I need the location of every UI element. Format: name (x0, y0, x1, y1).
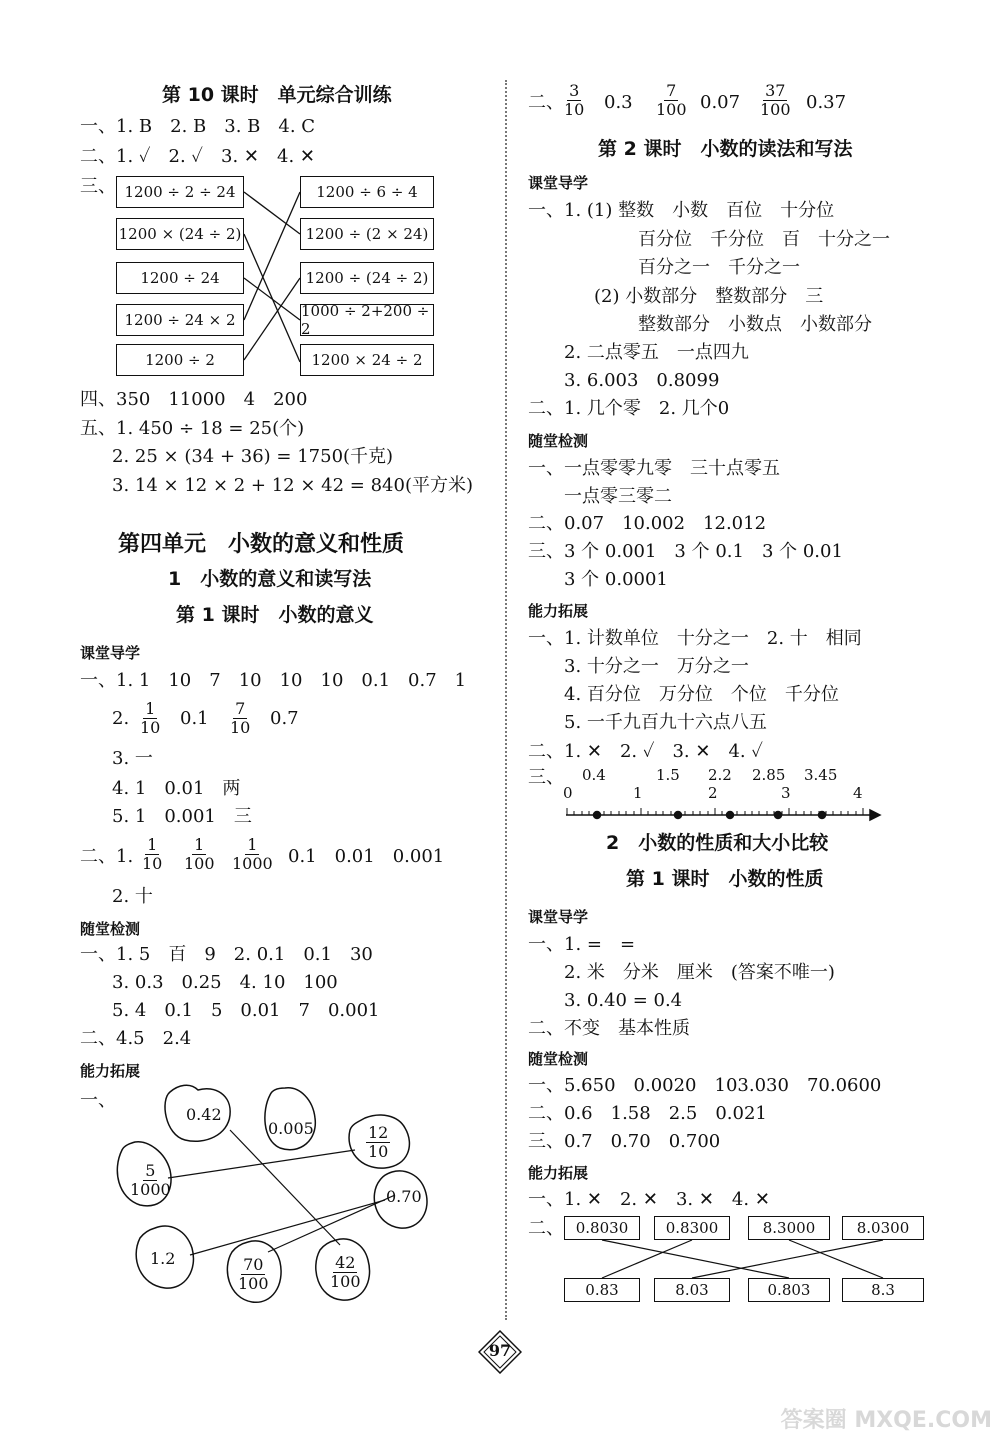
l1-2-label: 2. (112, 708, 130, 729)
section-nengli: 能力拓展 (528, 602, 589, 620)
p6: 二、0.6 1.58 2.5 0.021 (528, 1103, 767, 1124)
bubble-0-70: 0.70 (386, 1187, 422, 1206)
section-ketang: 课堂导学 (528, 174, 589, 192)
watermark: 答案圈 MXQE.COM (780, 1408, 992, 1433)
r-top-val: 0.07 (700, 92, 741, 113)
sub2-title: 2 小数的性质和大小比较 (606, 832, 829, 854)
match-bottom-box: 8.03 (654, 1278, 730, 1302)
match-left-box: 1200 ÷ 24 (116, 262, 244, 294)
k5: 整数部分 小数点 小数部分 (638, 314, 872, 335)
lesson10-title: 第 10 课时 单元综合训练 (162, 84, 392, 106)
nl-top-label: 0.4 (582, 766, 606, 784)
p8: 一、1. ✕ 2. ✕ 3. ✕ 4. ✕ (528, 1189, 770, 1210)
match-left-box: 1200 × (24 ÷ 2) (116, 218, 244, 250)
match-right-box: 1000 ÷ 2+200 ÷ 2 (300, 304, 434, 336)
bubble-42-100: $\frac{42}{100}$ (330, 1253, 361, 1291)
bubble-5-1000: $\frac{5}{1000}$ (130, 1161, 171, 1199)
s2: 一点零三零二 (564, 486, 672, 507)
nl-tick-label: 4 (853, 784, 863, 802)
match-bottom-box: 0.803 (748, 1278, 830, 1302)
unit4-title: 第四单元 小数的意义和性质 (118, 532, 405, 557)
l1-2-end: 0.7 (270, 708, 299, 729)
l1-1: 一、1. 1 10 7 10 10 10 0.1 0.7 1 (80, 670, 467, 691)
s5: 3 个 0.0001 (564, 569, 668, 590)
n6-label: 三、 (528, 767, 564, 788)
lesson-prop-title: 第 1 课时 小数的性质 (626, 868, 824, 890)
k3: 百分之一 千分之一 (638, 257, 800, 278)
section-ketang2: 课堂导学 (528, 908, 589, 926)
p2: 2. 米 分米 厘米 (答案不唯一) (564, 962, 835, 983)
match-top-box: 0.8030 (564, 1216, 640, 1240)
s4: 三、3 个 0.001 3 个 0.1 3 个 0.01 (528, 541, 843, 562)
q5-3: 3. 14 × 12 × 2 + 12 × 42 = 840(平方米) (112, 475, 473, 496)
s3: 5. 4 0.1 5 0.01 7 0.001 (112, 1000, 380, 1021)
r-top-val: 0.3 (604, 92, 633, 113)
k2: 百分位 千分位 百 十分之一 (638, 229, 890, 250)
p3: 3. 0.40 = 0.4 (564, 990, 683, 1011)
lesson1-title: 第 1 课时 小数的意义 (176, 604, 374, 626)
nl-tick-label: 3 (781, 784, 791, 802)
match-left-box: 1200 ÷ 2 (116, 344, 244, 376)
l1-5: 5. 1 0.001 三 (112, 806, 252, 827)
bubble-70-100: $\frac{70}{100}$ (238, 1255, 269, 1293)
n1-label: 一、 (80, 1090, 116, 1111)
k6: 2. 二点零五 一点四九 (564, 342, 749, 363)
r-top-val: 0.37 (806, 92, 847, 113)
match-right-box: 1200 ÷ 6 ÷ 4 (300, 176, 434, 208)
sub1-title: 1 小数的意义和读写法 (168, 568, 372, 590)
fraction: $\frac{1}{10}$ (140, 699, 161, 737)
s3: 二、0.07 10.002 12.012 (528, 513, 767, 534)
match-top-box: 8.3000 (748, 1216, 830, 1240)
s4: 二、4.5 2.4 (80, 1028, 192, 1049)
fraction: $\frac{1}{10}$ (142, 835, 163, 873)
l1-3: 3. 一 (112, 748, 153, 769)
page-number: 97 (488, 1341, 512, 1360)
q1-answers: 一、1. B 2. B 3. B 4. C (80, 116, 316, 137)
q5-1: 五、1. 450 ÷ 18 = 25(个) (80, 418, 305, 439)
k7: 3. 6.003 0.8099 (564, 370, 720, 391)
nl-top-label: 3.45 (804, 766, 838, 784)
nl-tick-label: 0 (563, 784, 573, 802)
match-bottom-box: 8.3 (842, 1278, 924, 1302)
match-top-box: 8.0300 (842, 1216, 924, 1240)
k8: 二、1. 几个零 2. 几个0 (528, 398, 730, 419)
bubble-1-2: 1.2 (150, 1249, 176, 1268)
r-top-label: 二、 (528, 92, 564, 113)
fraction: $\frac{7}{10}$ (230, 699, 251, 737)
l1-2-mid: 0.1 (180, 708, 209, 729)
l1-4: 4. 1 0.01 两 (112, 778, 241, 799)
nl-tick-label: 2 (708, 784, 718, 802)
k4: (2) 小数部分 整数部分 三 (594, 286, 824, 307)
fraction: $\frac{3}{10}$ (564, 81, 585, 119)
n3: 4. 百分位 万分位 个位 千分位 (564, 684, 839, 705)
section-ketang: 课堂导学 (80, 644, 141, 662)
match-right-box: 1200 × 24 ÷ 2 (300, 344, 434, 376)
s1: 一、1. 5 百 9 2. 0.1 0.1 30 (80, 944, 373, 965)
nl-top-label: 2.85 (752, 766, 786, 784)
section-suitang2: 随堂检测 (528, 1050, 589, 1068)
match-left-box: 1200 ÷ 2 ÷ 24 (116, 176, 244, 208)
p7: 三、0.7 0.70 0.700 (528, 1131, 721, 1152)
section-suitang: 随堂检测 (80, 920, 141, 938)
s1: 一、一点零零九零 三十点零五 (528, 458, 780, 479)
bubble-12-10: $\frac{12}{10}$ (368, 1123, 389, 1161)
l2-1-label: 二、1. (80, 846, 134, 867)
q2-answers: 二、1. ✓ 2. ✓ 3. ✕ 4. ✕ (80, 146, 315, 167)
n1: 一、1. 计数单位 十分之一 2. 十 相同 (528, 628, 862, 649)
fraction: $\frac{7}{100}$ (656, 81, 687, 119)
section-nengli: 能力拓展 (80, 1062, 141, 1080)
l2-2: 2. 十 (112, 886, 153, 907)
match-left-box: 1200 ÷ 24 × 2 (116, 304, 244, 336)
p5: 一、5.650 0.0020 103.030 70.0600 (528, 1075, 882, 1096)
match-right-box: 1200 ÷ (24 ÷ 2) (300, 262, 434, 294)
q3-label: 三、 (80, 176, 116, 197)
s2: 3. 0.3 0.25 4. 10 100 (112, 972, 338, 993)
p1: 一、1. = = (528, 934, 636, 955)
q5-2: 2. 25 × (34 + 36) = 1750(千克) (112, 446, 394, 467)
k1: 一、1. (1) 整数 小数 百位 十分位 (528, 200, 835, 221)
p4: 二、不变 基本性质 (528, 1018, 690, 1039)
q4-answers: 四、350 11000 4 200 (80, 389, 308, 410)
n2: 3. 十分之一 万分之一 (564, 656, 749, 677)
section-suitang: 随堂检测 (528, 432, 589, 450)
fraction: $\frac{1}{1000}$ (232, 835, 273, 873)
fraction: $\frac{1}{100}$ (184, 835, 215, 873)
match-right-box: 1200 ÷ (2 × 24) (300, 218, 434, 250)
p9-label: 二、 (528, 1218, 564, 1239)
n5: 二、1. ✕ 2. ✓ 3. ✕ 4. ✓ (528, 741, 763, 762)
nl-top-label: 2.2 (708, 766, 732, 784)
lesson2-title: 第 2 课时 小数的读法和写法 (598, 138, 853, 160)
nl-tick-label: 1 (633, 784, 643, 802)
bubble-0-005: 0.005 (268, 1119, 314, 1138)
match-top-box: 0.8300 (654, 1216, 730, 1240)
n4: 5. 一千九百九十六点八五 (564, 712, 767, 733)
l2-1-end: 0.1 0.01 0.001 (288, 846, 445, 867)
nl-top-label: 1.5 (656, 766, 680, 784)
match-bottom-box: 0.83 (564, 1278, 640, 1302)
bubble-0-42: 0.42 (186, 1105, 222, 1124)
section-nengli2: 能力拓展 (528, 1164, 589, 1182)
fraction: $\frac{37}{100}$ (760, 81, 791, 119)
